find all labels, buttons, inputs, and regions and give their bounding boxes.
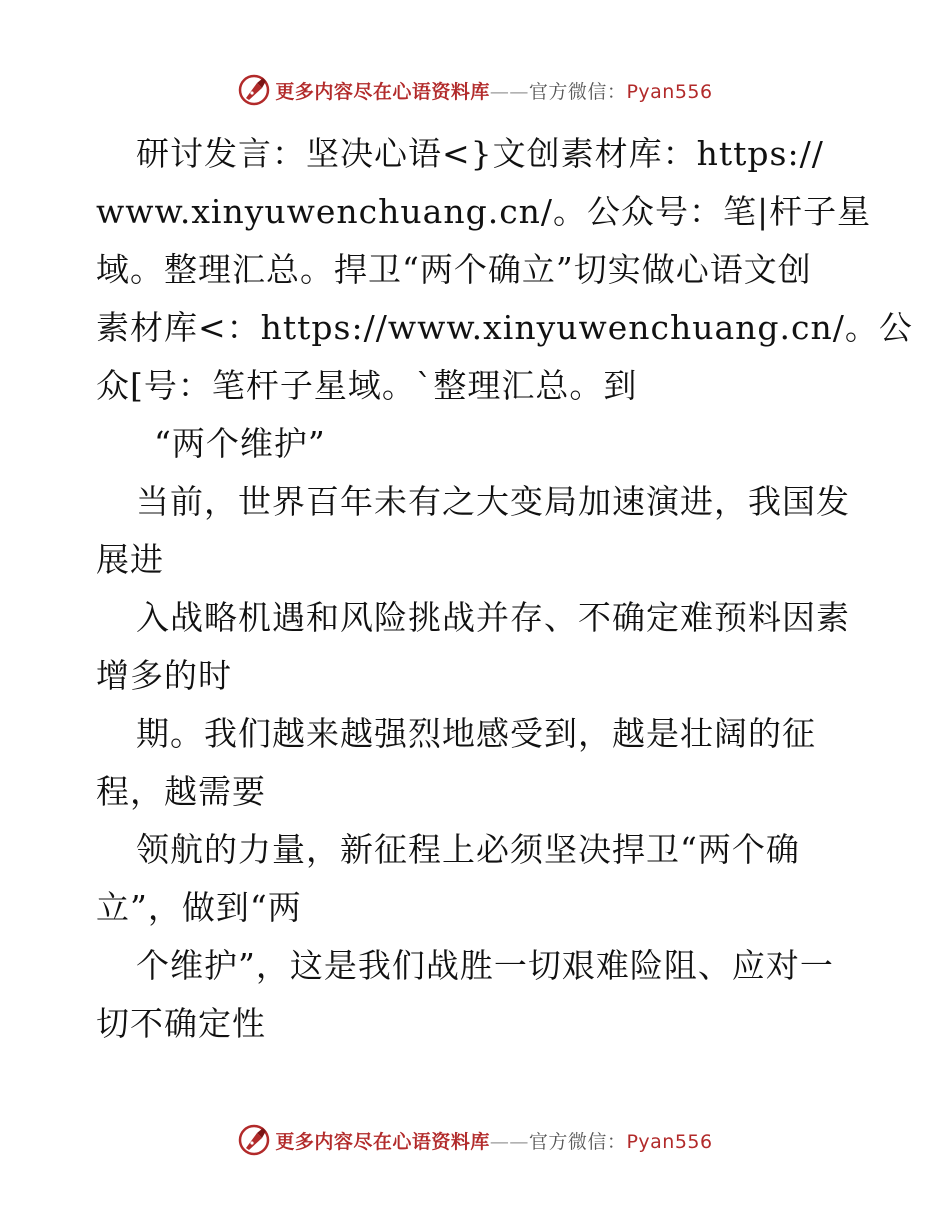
body-line: 众[号：笔杆子星域。`整理汇总。到 — [96, 366, 638, 405]
body-line: 切不确定性 — [96, 1004, 266, 1043]
body-line: 研讨发言：坚决心语<}文创素材库：https:// — [136, 134, 824, 173]
footer-wechat-label: 官方微信： — [528, 1130, 627, 1153]
footer-banner — [0, 1120, 950, 1160]
header-banner — [0, 70, 950, 110]
document-body — [96, 125, 913, 1053]
body-line: 当前，世界百年未有之大变局加速演进，我国发 — [136, 482, 850, 521]
footer-site-text: 更多内容尽在心语资料库 — [275, 1130, 490, 1153]
body-line: 增多的时 — [96, 656, 232, 695]
header-site-text: 更多内容尽在心语资料库 — [275, 80, 490, 103]
footer-account: Pyan556 — [626, 1130, 713, 1153]
body-line: “两个维护” — [154, 424, 326, 463]
header-wechat-label: 官方微信： — [528, 80, 627, 103]
body-line: 展进 — [96, 540, 164, 579]
body-line: 域。整理汇总。捍卫“两个确立”切实做心语文创 — [96, 250, 812, 289]
pen-nib-logo-icon — [237, 1123, 271, 1157]
footer-dash: —— — [489, 1130, 529, 1153]
body-line: 入战略机遇和风险挑战并存、不确定难预料因素 — [136, 598, 850, 637]
pen-nib-logo-icon — [237, 73, 271, 107]
header-dash: —— — [489, 80, 529, 103]
body-line: 期。我们越来越强烈地感受到，越是壮阔的征 — [136, 714, 816, 753]
body-line: 领航的力量，新征程上必须坚决捍卫“两个确 — [136, 830, 800, 869]
body-line: 素材库<：https://www.xinyuwenchuang.cn/。公 — [96, 308, 913, 347]
footer-banner-text — [275, 1127, 712, 1154]
body-line: 程，越需要 — [96, 772, 266, 811]
body-line: 个维护”，这是我们战胜一切艰难险阻、应对一 — [136, 946, 834, 985]
body-line: 立”，做到“两 — [96, 888, 302, 927]
body-line: www.xinyuwenchuang.cn/。公众号：笔|杆子星 — [96, 192, 872, 231]
header-account: Pyan556 — [626, 80, 713, 103]
header-banner-text — [275, 77, 712, 104]
